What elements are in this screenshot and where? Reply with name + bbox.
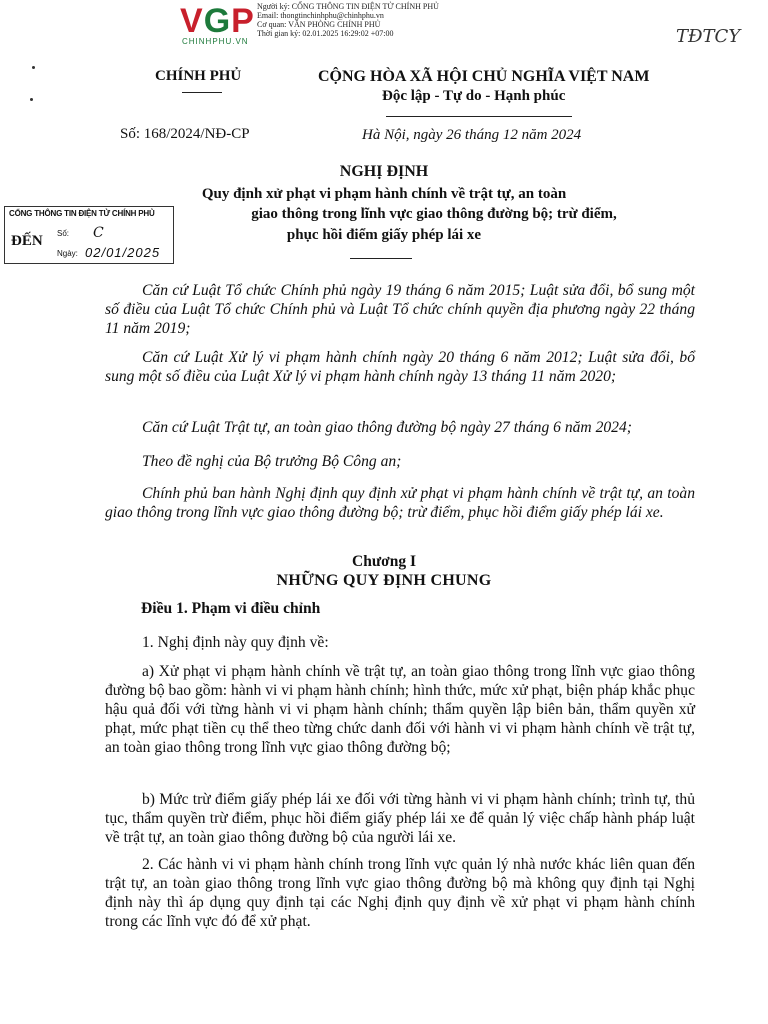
signature-signer: Người ký: CỔNG THÔNG TIN ĐIỆN TỬ CHÍNH PHỦ [257,2,439,11]
agency-underline [182,92,222,93]
stamp-den-label: ĐẾN [11,233,43,249]
national-title: CỘNG HÒA XÃ HỘI CHỦ NGHĨA VIỆT NAM [318,68,650,85]
article-clause: 1. Nghị định này quy định về: [142,634,329,651]
issuing-agency: CHÍNH PHỦ [155,68,242,84]
preamble-paragraph: Căn cứ Luật Tổ chức Chính phủ ngày 19 tháng 6 năm 2015; Luật sửa đổi, bổ sung một số điều của Luật Tổ chức Chính phủ và Luật Tổ chức chính quyền địa phương ngày 22 tháng 11 năm 2019; [105,282,695,337]
document-number: Số: 168/2024/NĐ-CP [120,126,250,142]
signature-agency: Cơ quan: VĂN PHÒNG CHÍNH PHỦ [257,20,381,29]
signature-time: Thời gian ký: 02.01.2025 16:29:02 +07:00 [257,29,394,38]
document-title-line: phục hồi điểm giấy phép lái xe [286,227,482,243]
national-motto: Độc lập - Tự do - Hạnh phúc [382,88,566,104]
stamp-date-value: 02/01/2025 [85,245,161,260]
preamble-paragraph: Căn cứ Luật Xử lý vi phạm hành chính ngày 20 tháng 6 năm 2012; Luật sửa đổi, bổ sung một số điều của Luật Xử lý vi phạm hành chính ngày 13 tháng 11 năm 2020; [105,349,695,385]
chapter-number: Chương I [352,553,416,570]
preamble-paragraph: Căn cứ Luật Trật tự, an toàn giao thông đường bộ ngày 27 tháng 6 năm 2024; [142,419,632,436]
stamp-date-label: Ngày: [57,249,78,258]
margin-mark [30,98,33,101]
signature-email: Email: thongtinchinhphu@chinhphu.vn [257,11,384,20]
article-clause: b) Mức trừ điểm giấy phép lái xe đối với từng hành vi vi phạm hành chính; trình tự, thủ tục, thẩm quyền trừ điểm, phục hồi điểm giấy phép lái xe để quản lý việc chấp hành pháp luật về trật tự, an toàn giao thông đường bộ của người lái xe. [105,791,695,846]
stamp-header: CỔNG THÔNG TIN ĐIỆN TỬ CHÍNH PHỦ [9,209,155,218]
document-title-line: Quy định xử phạt vi phạm hành chính về trật tự, an toàn [201,186,567,202]
document-title-line: giao thông trong lĩnh vực giao thông đường bộ; trừ điểm, [251,206,617,222]
place-date: Hà Nội, ngày 26 tháng 12 năm 2024 [362,127,582,143]
stamp-number-value: C [93,225,104,241]
handwritten-note: TĐTCY [676,26,741,47]
preamble-paragraph: Theo đề nghị của Bộ trưởng Bộ Công an; [142,453,402,470]
article-clause: a) Xử phạt vi phạm hành chính về trật tự, an toàn giao thông trong lĩnh vực giao thông đường bộ bao gồm: hành vi vi phạm hành chính; hình thức, mức xử phạt, biện pháp khắc phục hậu quả đối với từng hành vi vi phạm hành chính; thẩm quyền lập biên bản, thẩm quyền xử phạt, mức phạt tiền cụ thể theo từng chức danh đối với hành vi vi phạm hành chính về trật tự, an toàn giao thông trong lĩnh vực giao thông đường bộ; [105,663,695,756]
stamp-number-label: Số: [57,229,70,238]
chapter-name: NHỮNG QUY ĐỊNH CHUNG [276,572,492,589]
vgp-logo: VGP [180,2,255,40]
title-underline [350,258,412,259]
preamble-paragraph: Chính phủ ban hành Nghị định quy định xử phạt vi phạm hành chính về trật tự, an toàn giao thông trong lĩnh vực giao thông đường bộ; trừ điểm, phục hồi điểm giấy phép lái xe. [105,485,695,521]
received-stamp [4,206,174,264]
vgp-logo-subtitle: CHINHPHU.VN [182,37,249,46]
motto-underline [386,116,572,117]
article-heading: Điều 1. Phạm vi điều chỉnh [141,600,321,617]
article-clause: 2. Các hành vi vi phạm hành chính trong lĩnh vực quản lý nhà nước khác liên quan đến trật tự, an toàn giao thông trong lĩnh vực giao thông đường bộ mà không quy định tại Nghị định này thì áp dụng quy định tại các Nghị định quy định về xử phạt vi phạm hành chính trong các lĩnh vực đó để xử phạt. [105,856,695,930]
document-kind: NGHỊ ĐỊNH [339,163,429,180]
digital-signature-block [257,2,439,38]
margin-mark [32,66,35,69]
